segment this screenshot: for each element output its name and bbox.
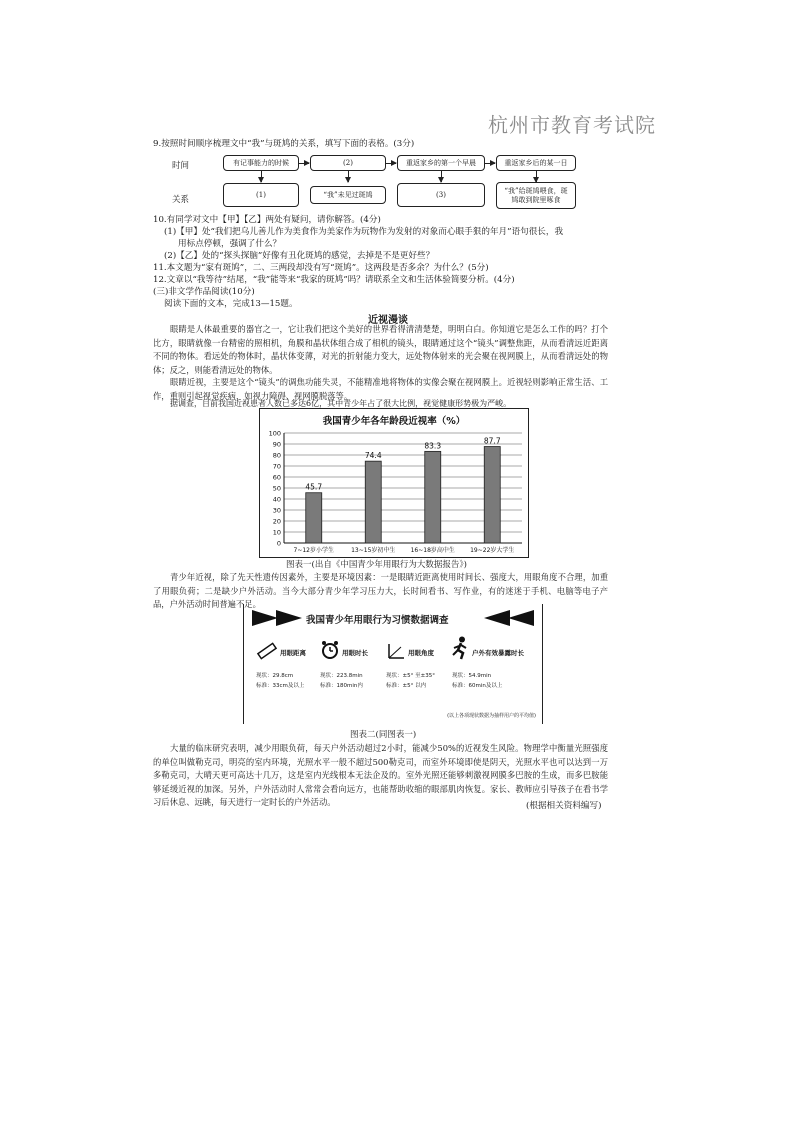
arrow-down-icon <box>536 171 537 182</box>
bar-value-label: 87.7 <box>483 436 501 446</box>
bar <box>365 461 381 543</box>
y-tick-label: 30 <box>272 506 281 515</box>
bar-value-label: 83.3 <box>424 441 442 451</box>
y-tick-label: 60 <box>272 473 281 482</box>
q12: 12.文章以“我等待”结尾，“我”能等来“我家的斑鸠”吗？请联系全文和生活体验简要分析。(4分) <box>153 275 515 285</box>
survey-item-standard: 标准：±5° 以内 <box>386 683 427 689</box>
y-tick-label: 0 <box>276 539 281 548</box>
q10-sub2: (2)【乙】处的“探头探脑”好像有丑化斑鸠的感觉，去掉是不是更好些？ <box>164 251 435 261</box>
survey-panel <box>243 604 543 724</box>
survey-item-current: 现状：29.8cm <box>256 673 294 679</box>
running-person-icon <box>450 636 470 660</box>
y-tick-label: 50 <box>272 484 281 493</box>
q10-prompt: 10.有同学对文中【甲】【乙】两处有疑问，请你解答。(4分) <box>153 215 381 225</box>
double-arrow-icon <box>252 610 312 626</box>
section3-heading: (三)非文学作品阅读(10分) <box>153 287 255 297</box>
arrow-down-icon <box>441 171 442 182</box>
article-paragraph-4: 青少年近视，除了先天性遗传因素外，主要是环境因素：一是眼睛近距离使用时间长、强度大，用眼角度不合理，加重了用眼负荷；二是缺少户外活动。当今大部分青少年学习压力大，长时间看书、写作业，有的迷迷于手机、电脑等电子产品，户外活动时间普遍不足。 <box>153 572 608 610</box>
chart-frame <box>259 408 529 558</box>
arrow-down-icon <box>348 171 349 182</box>
survey-title: 我国青少年用眼行为习惯数据调查 <box>306 615 449 626</box>
y-tick-label: 100 <box>268 429 281 438</box>
arrow-right-icon <box>386 163 396 164</box>
y-tick-label: 90 <box>272 440 281 449</box>
survey-item-name: 用眼角度 <box>408 649 434 657</box>
survey-note: (以上各项现状数据为抽样用户的平均值) <box>447 713 536 719</box>
time-box-3: 重返家乡的第一个早晨 <box>397 155 485 171</box>
y-tick-label: 80 <box>272 451 281 460</box>
article-paragraph-1: 眼睛是人体最重要的器官之一，它让我们把这个美好的世界看得清清楚楚，明明白白。你知道它是怎么工作的吗？打个比方，眼睛就像一台精密的照相机，角膜和晶状体组合成了相机的镜头，眼睛通过这个“镜头”调整焦距，从而看清远近距离不同的物体。看远处的物体时，晶状体变薄，对光的折射能力变大，远处物体射来的光会聚在视网膜上，从而看清远处的物体；反之，则能看清远处的物体。 <box>153 324 608 375</box>
time-box-2: (2) <box>310 155 386 171</box>
survey-item-name: 用眼时长 <box>342 649 368 657</box>
row-relation-label: 关系 <box>172 195 190 205</box>
relation-box-2: “我”未见过斑鸠 <box>310 186 386 204</box>
q9-prompt: 9.按照时间顺序梳理文中“我”与斑鸠的关系，填写下面的表格。(3分) <box>153 139 415 149</box>
bar <box>306 493 322 543</box>
time-box-4: 重返家乡后的某一日 <box>496 155 576 171</box>
relation-box-4: “我”给斑鸠喂食，斑鸠敢到院里啄食 <box>496 182 576 209</box>
alarm-clock-icon <box>320 640 340 660</box>
bar-value-label: 74.4 <box>364 451 382 461</box>
relation-box-3: (3) <box>397 183 485 207</box>
myopia-bar-chart <box>260 409 528 557</box>
y-tick-label: 70 <box>272 462 281 471</box>
y-tick-label: 40 <box>272 495 281 504</box>
article-title: 近视漫谈 <box>368 315 408 326</box>
figure2-caption: 图表二(同图表一) <box>350 730 417 740</box>
survey-item-name: 用眼距离 <box>280 649 306 657</box>
source-note: (根据相关资料编写) <box>526 801 602 811</box>
angle-icon <box>386 642 406 660</box>
y-tick-label: 10 <box>272 528 281 537</box>
y-tick-label: 20 <box>272 517 281 526</box>
x-tick-label: 16~18岁高中生 <box>410 547 455 554</box>
survey-item-current: 现状：223.8min <box>320 673 363 679</box>
x-tick-label: 7~12岁小学生 <box>293 547 334 554</box>
article-paragraph-2: 眼睛近视，主要是这个“镜头”的调焦功能失灵，不能精准地将物体的实像会聚在视网膜上。近视轻则影响正常生活、工作，重则引起视觉疾病，如视力障碍、视网膜脱落等。 <box>153 377 608 401</box>
figure1-caption: 图表一(出自《中国青少年用眼行为大数据报告》) <box>286 560 467 570</box>
article-paragraph-3: 据调查，目前我国近视患者人数已多达6亿，其中青少年占了很大比例，视觉健康形势极为严峻。 <box>170 399 512 408</box>
arrow-down-icon <box>261 171 262 182</box>
q11: 11.本文题为“家有斑鸠”，二、三两段却没有写“斑鸠”。这两段是否多余？为什么？(5分) <box>153 263 489 273</box>
q10-sub1-line2: 用标点停顿，强调了什么？ <box>178 239 282 249</box>
arrow-right-icon <box>485 163 495 164</box>
survey-item-standard: 标准：33cm及以上 <box>256 683 305 689</box>
row-time-label: 时间 <box>172 161 190 171</box>
survey-item-current: 现状：54.9min <box>452 673 492 679</box>
q10-sub1-line1: (1)【甲】处“我们把乌儿善儿作为美食作为美家作为玩物作为发射的对象而心眼手狠的年月”语句很长，我 <box>164 227 564 237</box>
section3-instruction: 阅读下面的文本，完成13—15题。 <box>164 299 298 309</box>
bar-value-label: 45.7 <box>305 482 323 492</box>
ruler-icon <box>256 642 278 660</box>
bar <box>425 451 441 543</box>
article-paragraph-5: 大量的临床研究表明，减少用眼负荷，每天户外活动超过2小时，能减少50%的近视发生风险。物理学中衡量光照强度的单位叫做勒克司，明亮的室内环境，光照水平一般不超过500勒克司，而室外环境即使是阴天，光照水平也可以达到一万多勒克司，大晴天更可高达十几万，这是室内光线根本无法企及的。室外光照还能够刺激视网膜多巴胺的生成，而多巴胺能够延缓近视的加深。另外，户外活动时人常常会看向远方，也能帮助收缩的眼部肌肉恢复。家长、教师应引导孩子在看书学习后休息、远眺，每天进行一定时长的户外活动。 <box>153 743 608 808</box>
x-tick-label: 13~15岁初中生 <box>351 547 396 554</box>
relation-box-1: (1) <box>223 183 299 207</box>
survey-item-current: 现状：±5° 至±35° <box>386 673 435 679</box>
survey-item-standard: 标准：180min内 <box>320 683 363 689</box>
x-tick-label: 19~22岁大学生 <box>470 547 515 554</box>
survey-item-standard: 标准：60min及以上 <box>452 683 503 689</box>
time-box-1: 有记事能力的时候 <box>223 155 299 171</box>
survey-item-name: 户外有效暴露时长 <box>472 649 524 657</box>
watermark: 杭州市教育考试院 <box>488 113 656 137</box>
arrow-right-icon <box>299 163 309 164</box>
chart-title: 我国青少年各年龄段近视率（%） <box>322 416 466 427</box>
bar <box>484 447 500 543</box>
double-arrow-icon <box>474 610 534 626</box>
